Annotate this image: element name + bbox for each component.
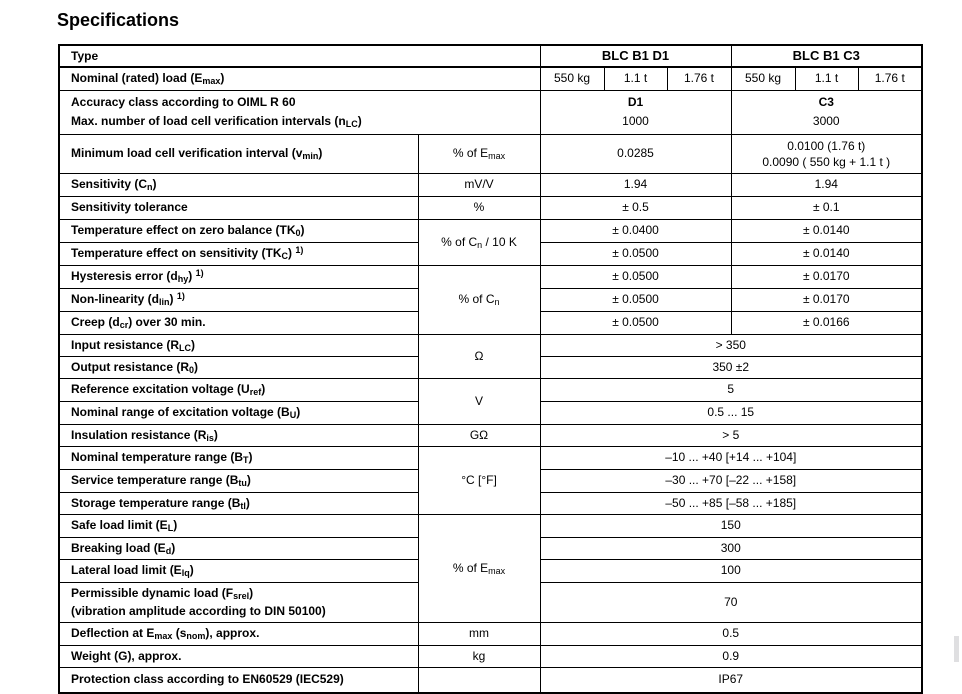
- spec-value-d1: ± 0.0500: [540, 311, 731, 334]
- row-min-verification-interval: [59, 134, 922, 173]
- spec-value: 350 ±2: [540, 356, 922, 378]
- spec-name: Temperature effect on zero balance $(TK_0)$: [59, 219, 418, 242]
- spec-name: Minimum load cell verification interval $(v_{min})$: [59, 134, 418, 173]
- spec-value-c3: ± 0.1: [731, 196, 922, 219]
- spec-value: 70: [540, 582, 922, 622]
- spec-name: Insulation resistance $(R_{is})$: [59, 424, 418, 446]
- spec-name: Safe load limit $(E_L)$: [59, 514, 418, 537]
- spec-value: 100: [540, 559, 922, 582]
- spec-unit: V: [418, 378, 540, 424]
- spec-unit: %: [418, 196, 540, 219]
- spec-value: 0.5 ... 15: [540, 401, 922, 424]
- spec-name: Reference excitation voltage $(U_{ref})$: [59, 378, 418, 401]
- c3-intervals: 3000: [812, 114, 840, 128]
- spec-value-d1: ± 0.0500: [540, 242, 731, 265]
- spec-unit: % of $C_n$: [418, 265, 540, 334]
- row-insulation-resistance: [59, 424, 922, 446]
- c3-class: C3: [818, 95, 834, 109]
- spec-value: 1.76 t: [858, 67, 922, 90]
- row-protection-class: [59, 667, 922, 693]
- page-title: Specifications: [57, 10, 180, 30]
- spec-name: Breaking load $(E_d)$: [59, 537, 418, 559]
- spec-name: Nominal temperature range $(B_T)$: [59, 446, 418, 469]
- spec-value-d1: ± 0.0500: [540, 265, 731, 288]
- spec-name: Weight (G), approx.: [59, 645, 418, 667]
- row-temp-effect-zero: [59, 219, 922, 242]
- row-nominal-temperature: [59, 446, 922, 469]
- spec-value-d1: ± 0.5: [540, 196, 731, 219]
- spec-name: Hysteresis error $(d_{hy})$ $^{1)}$: [59, 265, 418, 288]
- spec-name: Lateral load limit $(E_{lq})$: [59, 559, 418, 582]
- spec-value-c3: ± 0.0166: [731, 311, 922, 334]
- spec-value: 150: [540, 514, 922, 537]
- spec-value: > 5: [540, 424, 922, 446]
- row-deflection: [59, 622, 922, 645]
- spec-unit: Ω: [418, 334, 540, 378]
- spec-value: 300: [540, 537, 922, 559]
- spec-value: –10 ... +40 [+14 ... +104]: [540, 446, 922, 469]
- page-edge-artifact: [954, 636, 959, 662]
- spec-value: 0.5: [540, 622, 922, 645]
- spec-value: 1.1 t: [795, 67, 858, 90]
- spec-value: 550 kg: [540, 67, 604, 90]
- spec-unit: % of $E_{max}$: [418, 134, 540, 173]
- spec-name: Storage temperature range $(B_{tl})$: [59, 492, 418, 514]
- spec-name: Temperature effect on sensitivity $(TK_C)$ $^{1)}$: [59, 242, 418, 265]
- row-weight: [59, 645, 922, 667]
- accuracy-line1: Accuracy class according to OIML R 60: [71, 95, 296, 109]
- spec-value-d1: ± 0.0400: [540, 219, 731, 242]
- spec-name: Output resistance $(R_0)$: [59, 356, 418, 378]
- c3-value-line2: 0.0090 ( 550 kg + 1.1 t ): [762, 154, 891, 169]
- row-safe-load-limit: [59, 514, 922, 537]
- spec-value-c3: ± 0.0140: [731, 242, 922, 265]
- dynamic-load-line1: Permissible dynamic load $(F_{srel})$: [71, 586, 254, 601]
- type-label: Type: [59, 45, 540, 67]
- spec-value-d1: ± 0.0500: [540, 288, 731, 311]
- spec-name: Input resistance $(R_{LC})$: [59, 334, 418, 356]
- d1-intervals: 1000: [622, 114, 649, 128]
- spec-value-c3: 1.94: [731, 173, 922, 196]
- spec-name: Sensitivity $(C_n)$: [59, 173, 418, 196]
- accuracy-line2: Max. number of load cell verification intervals $(n_{LC})$: [71, 114, 362, 129]
- spec-value: 1.1 t: [604, 67, 667, 90]
- column-group-blc-b1-d1: BLC B1 D1: [540, 45, 731, 67]
- spec-value: 550 kg: [731, 67, 795, 90]
- spec-name: Sensitivity tolerance: [59, 196, 418, 219]
- spec-value-c3: ± 0.0170: [731, 288, 922, 311]
- spec-value-d1: [540, 90, 731, 134]
- spec-value-d1: 1.94: [540, 173, 731, 196]
- spec-name: Protection class according to EN60529 (IEC529): [59, 667, 418, 693]
- spec-unit: GΩ: [418, 424, 540, 446]
- spec-value: –50 ... +85 [–58 ... +185]: [540, 492, 922, 514]
- spec-value-c3: ± 0.0140: [731, 219, 922, 242]
- spec-name: Non-linearity $(d_{lin})$ $^{1)}$: [59, 288, 418, 311]
- d1-class: D1: [627, 95, 644, 109]
- spec-name: Nominal (rated) load $(E_{max})$: [59, 67, 540, 90]
- row-type: [59, 45, 922, 67]
- dynamic-load-line2: (vibration amplitude according to DIN 50100): [71, 604, 326, 618]
- spec-value: IP67: [540, 667, 922, 693]
- column-group-blc-b1-c3: BLC B1 C3: [731, 45, 922, 67]
- spec-value-d1: 0.0285: [540, 134, 731, 173]
- spec-name: [59, 582, 418, 622]
- spec-name: [59, 90, 540, 134]
- spec-unit: % of $E_{max}$: [418, 514, 540, 622]
- row-nominal-load: [59, 67, 922, 90]
- spec-value-c3: ± 0.0170: [731, 265, 922, 288]
- spec-value-c3: [731, 134, 922, 173]
- row-sensitivity: [59, 173, 922, 196]
- spec-name: Service temperature range $(B_{tu})$: [59, 469, 418, 492]
- spec-unit: [418, 667, 540, 693]
- spec-name: Creep $(d_{cr})$ over 30 min.: [59, 311, 418, 334]
- spec-value-c3: [731, 90, 922, 134]
- spec-value: 5: [540, 378, 922, 401]
- spec-value: > 350: [540, 334, 922, 356]
- spec-unit: mm: [418, 622, 540, 645]
- row-hysteresis: [59, 265, 922, 288]
- spec-value: 0.9: [540, 645, 922, 667]
- spec-unit: kg: [418, 645, 540, 667]
- row-accuracy-class: [59, 90, 922, 134]
- row-sensitivity-tolerance: [59, 196, 922, 219]
- row-input-resistance: [59, 334, 922, 356]
- c3-value-line1: 0.0100 (1.76 t): [787, 138, 866, 153]
- spec-unit: % of $C_n / 10$ K: [418, 219, 540, 265]
- row-reference-excitation: [59, 378, 922, 401]
- spec-name: Nominal range of excitation voltage $(B_U)$: [59, 401, 418, 424]
- spec-name: Deflection at $E_{max}$ $(s_{nom})$, approx.: [59, 622, 418, 645]
- spec-value: 1.76 t: [667, 67, 731, 90]
- specifications-table: [58, 44, 923, 694]
- spec-unit: mV/V: [418, 173, 540, 196]
- spec-value: –30 ... +70 [–22 ... +158]: [540, 469, 922, 492]
- spec-unit: °C [°F]: [418, 446, 540, 514]
